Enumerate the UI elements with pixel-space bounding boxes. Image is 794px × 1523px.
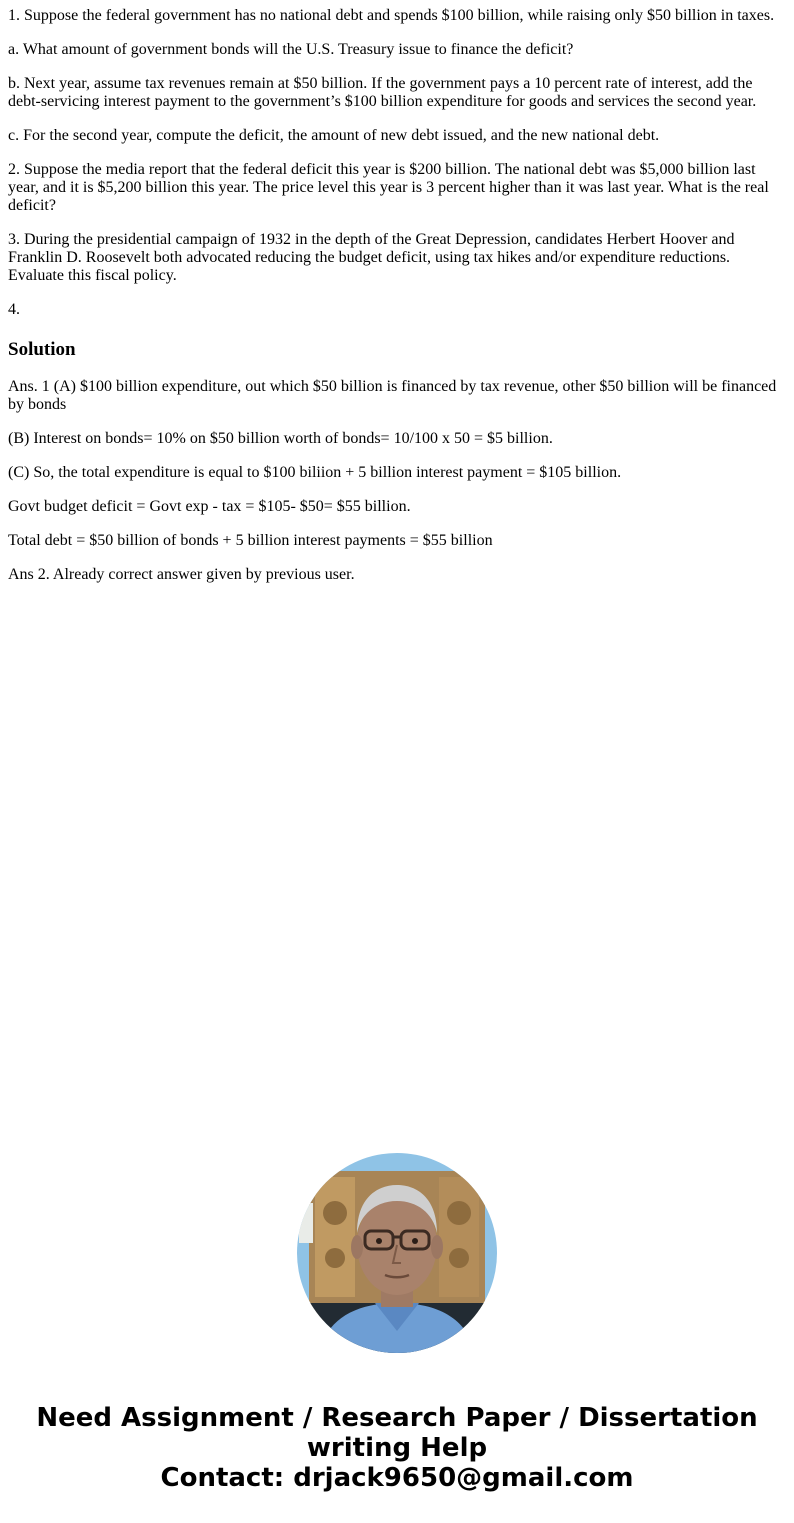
promo-banner [0, 1403, 794, 1493]
author-avatar [297, 1153, 497, 1353]
question-1c: c. For the second year, compute the deficit, the amount of new debt issued, and the new national debt. [8, 127, 660, 144]
document-body [8, 0, 786, 584]
solution-heading: Solution [8, 339, 76, 360]
promo-line-2: writing Help [306, 1433, 488, 1463]
question-2: 2. Suppose the media report that the federal deficit this year is $200 billion. The national debt was $5,000 billion last year, and it is $5,200 billion this year. The price level this year is 3 percent higher than it was last year. What is the real deficit? [8, 161, 769, 214]
question-1: 1. Suppose the federal government has no national debt and spends $100 billion, while raising only $50 billion in taxes. [8, 7, 775, 24]
question-3: 3. During the presidential campaign of 1932 in the depth of the Great Depression, candidates Herbert Hoover and Franklin D. Roosevelt both advocated reducing the budget deficit, using tax hikes and/or expenditure reductions. Evaluate this fiscal policy. [8, 231, 735, 284]
question-1a: a. What amount of government bonds will the U.S. Treasury issue to finance the deficit? [8, 41, 574, 58]
promo-line-1: Need Assignment / Research Paper / Dissertation [36, 1403, 758, 1433]
answer-total-debt: Total debt = $50 billion of bonds + 5 billion interest payments = $55 billion [8, 532, 493, 549]
answer-1c: (C) So, the total expenditure is equal to $100 biliion + 5 billion interest payment = $105 billion. [8, 464, 622, 481]
question-1b: b. Next year, assume tax revenues remain at $50 billion. If the government pays a 10 percent rate of interest, add the debt-servicing interest payment to the government’s $100 billion expenditure for goods and services the second year. [8, 75, 757, 110]
question-4: 4. [8, 301, 20, 318]
answer-1b: (B) Interest on bonds= 10% on $50 billion worth of bonds= 10/100 x 50 = $5 billion. [8, 430, 553, 447]
answer-deficit: Govt budget deficit = Govt exp - tax = $105- $50= $55 billion. [8, 498, 411, 515]
answer-1a: Ans. 1 (A) $100 billion expenditure, out which $50 billion is financed by tax revenue, other $50 billion will be financed by bonds [8, 378, 777, 413]
promo-contact: Contact: drjack9650@gmail.com [160, 1463, 634, 1493]
answer-2: Ans 2. Already correct answer given by previous user. [8, 566, 355, 583]
